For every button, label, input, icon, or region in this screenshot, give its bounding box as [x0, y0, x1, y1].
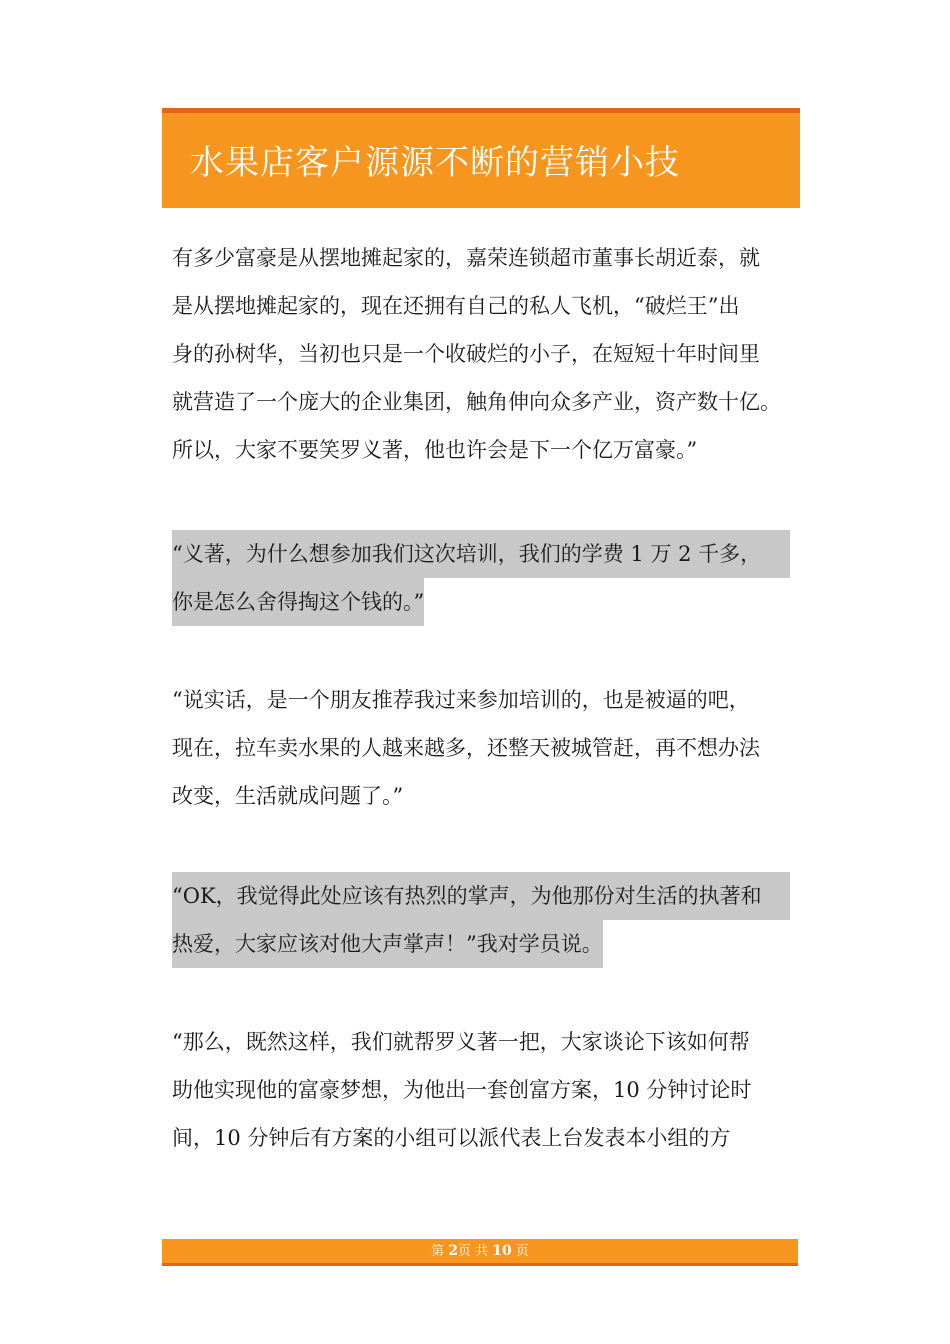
paragraph-3	[172, 676, 792, 820]
paragraph-line: 助他实现他的富豪梦想，为他出一套创富方案，10 分钟讨论时	[172, 1078, 752, 1102]
paragraph-line: 有多少富豪是从摆地摊起家的，嘉荣连锁超市董事长胡近泰，就	[172, 246, 760, 270]
footer-page-number: 2	[448, 1243, 458, 1259]
paragraph-line: 就营造了一个庞大的企业集团，触角伸向众多产业，资产数十亿。	[172, 390, 781, 414]
title-banner	[162, 108, 800, 208]
paragraph-line: 身的孙树华，当初也只是一个收破烂的小子，在短短十年时间里	[172, 342, 760, 366]
paragraph-line: 改变，生活就成问题了。”	[172, 784, 404, 808]
paragraph-line: “OK，我觉得此处应该有热烈的掌声，为他那份对生活的执著和	[172, 872, 790, 920]
paragraph-line: 你是怎么舍得掏这个钱的。”	[172, 578, 424, 626]
paragraph-line: 是从摆地摊起家的，现在还拥有自己的私人飞机，“破烂王”出	[172, 294, 740, 318]
paragraph-2-highlighted	[172, 530, 792, 626]
paragraph-line: “义著，为什么想参加我们这次培训，我们的学费 1 万 2 千多，	[172, 530, 790, 578]
page-title: 水果店客户源源不断的营销小技	[190, 143, 680, 183]
paragraph-1	[172, 234, 792, 474]
paragraph-5	[172, 1018, 792, 1162]
footer-suffix: 页	[515, 1244, 529, 1259]
paragraph-line: 热爱，大家应该对他大声掌声！”我对学员说。	[172, 920, 603, 968]
footer-middle: 页 共	[457, 1244, 489, 1259]
paragraph-line: “那么，既然这样，我们就帮罗义著一把，大家谈论下该如何帮	[172, 1030, 750, 1054]
paragraph-line: 现在，拉车卖水果的人越来越多，还整天被城管赶，再不想办法	[172, 736, 760, 760]
paragraph-line: 所以，大家不要笑罗义著，他也许会是下一个亿万富豪。”	[172, 438, 698, 462]
paragraph-line: 间，10 分钟后有方案的小组可以派代表上台发表本小组的方	[172, 1126, 731, 1150]
paragraph-line: “说实话，是一个朋友推荐我过来参加培训的，也是被逼的吧，	[172, 688, 750, 712]
page-footer	[162, 1239, 798, 1266]
footer-prefix: 第	[431, 1244, 445, 1259]
paragraph-4-highlighted	[172, 872, 792, 968]
footer-total-pages: 10	[492, 1243, 512, 1259]
